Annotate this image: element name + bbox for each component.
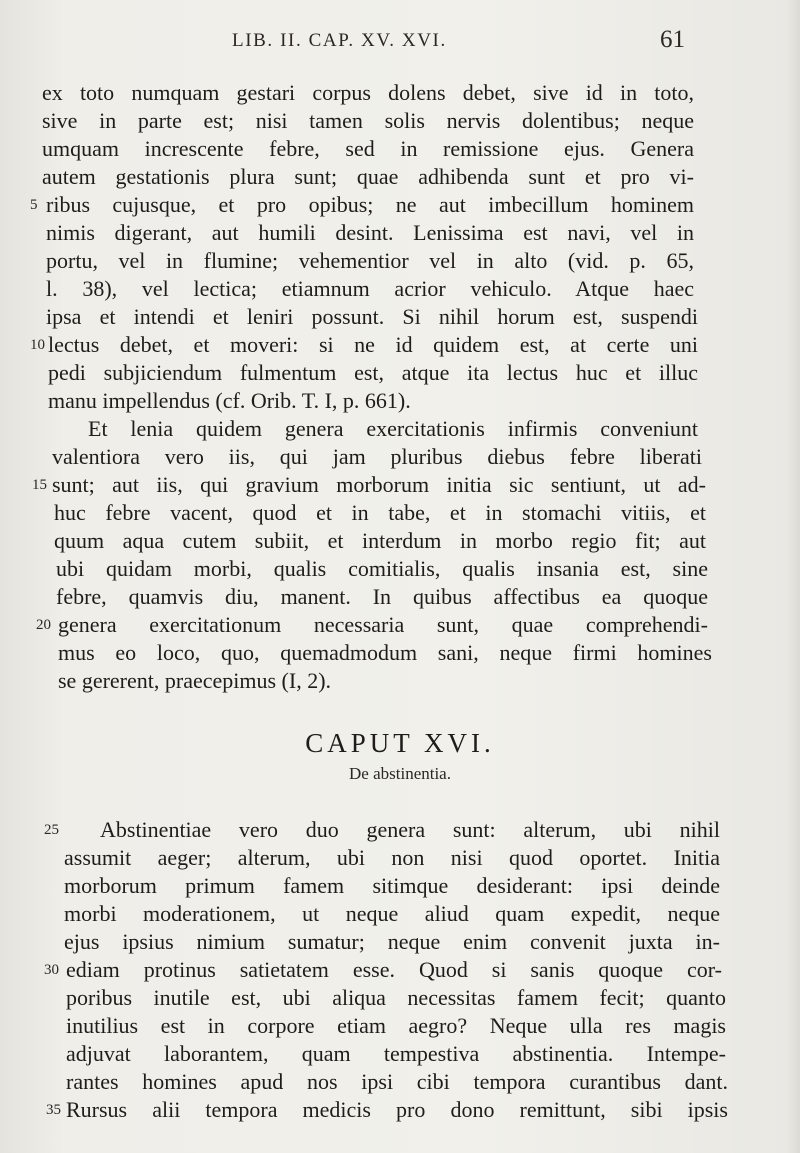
text-line: autem gestationis plura sunt; quae adhibenda sunt et pro vi- <box>42 164 694 189</box>
text-line: ipsa et intendi et leniri possunt. Si nihil horum est, suspendi <box>46 304 698 329</box>
text-line: huc febre vacent, quod et in tabe, et in stomachi vitiis, et <box>54 500 706 525</box>
line-number: 15 <box>32 477 47 493</box>
text-line: pedi subjiciendum fulmentum est, atque ita lectus huc et illuc <box>48 360 698 385</box>
text-line: febre, quamvis diu, manent. In quibus affectibus ea quoque <box>56 584 708 609</box>
text-line: genera exercitationum necessaria sunt, quae comprehendi- <box>58 612 708 637</box>
text-line: valentiora vero iis, qui jam pluribus diebus febre liberati <box>52 444 702 469</box>
chapter-subtitle: De abstinentia. <box>349 764 451 783</box>
text-line: portu, vel in flumine; vehementior vel in alto (vid. p. 65, <box>46 248 694 273</box>
text-line: Et lenia quidem genera exercitationis infirmis conveniunt <box>88 416 698 441</box>
page-number: 61 <box>660 26 685 53</box>
text-line: nimis digerant, aut humili desint. Lenissima est navi, vel in <box>46 220 694 245</box>
text-line: Abstinentiae vero duo genera sunt: alterum, ubi nihil <box>100 817 720 842</box>
line-number: 20 <box>36 617 51 633</box>
running-head <box>0 26 800 54</box>
text-line: inutilius est in corpore etiam aegro? Neque ulla res magis <box>66 1013 726 1038</box>
line-number: 30 <box>44 962 59 978</box>
text-line: adjuvat laborantem, quam tempestiva abstinentia. Intempe- <box>66 1041 726 1066</box>
text-line: umquam increscente febre, sed in remissione ejus. Genera <box>42 136 694 161</box>
text-line: lectus debet, et moveri: si ne id quidem est, at certe uni <box>48 332 698 357</box>
text-line: rantes homines apud nos ipsi cibi tempora curantibus dant. <box>66 1069 728 1094</box>
text-line: se gererent, praecepimus (I, 2). <box>58 668 332 693</box>
line-number: 25 <box>44 822 59 838</box>
line-number: 10 <box>30 337 45 353</box>
text-line: ejus ipsius nimium sumatur; neque enim convenit juxta in- <box>64 929 720 954</box>
text-line: sive in parte est; nisi tamen solis nervis dolentibus; neque <box>42 108 694 133</box>
text-line: l. 38), vel lectica; etiamnum acrior vehiculo. Atque haec <box>46 276 694 301</box>
text-line: mus eo loco, quo, quemadmodum sani, neque firmi homines <box>58 640 712 665</box>
text-line: manu impellendus (cf. Orib. T. I, p. 661). <box>48 388 411 413</box>
text-line: sunt; aut iis, qui gravium morborum initia sic sentiunt, ut ad- <box>52 472 706 497</box>
chapter-heading: CAPUT XVI. <box>305 728 495 758</box>
page-edge <box>786 0 800 1153</box>
text-line: quum aqua cutem subiit, et interdum in morbo regio fit; aut <box>54 528 706 553</box>
line-number: 35 <box>46 1102 61 1118</box>
text-line: assumit aeger; alterum, ubi non nisi quod oportet. Initia <box>64 845 720 870</box>
running-title: LIB. II. CAP. XV. XVI. <box>232 30 447 51</box>
text-line: ediam protinus satietatem esse. Quod si sanis quoque cor- <box>66 957 722 982</box>
text-line: ex toto numquam gestari corpus dolens debet, sive id in toto, <box>42 80 694 105</box>
text-line: morborum primum famem sitimque desiderant: ipsi deinde <box>64 873 720 898</box>
line-number: 5 <box>30 197 38 213</box>
text-line: Rursus alii tempora medicis pro dono remittunt, sibi ipsis <box>66 1097 728 1122</box>
text-line: ribus cujusque, et pro opibus; ne aut imbecillum hominem <box>46 192 694 217</box>
text-line: ubi quidam morbi, qualis comitialis, qualis insania est, sine <box>56 556 708 581</box>
text-line: morbi moderationem, ut neque aliud quam expedit, neque <box>64 901 720 926</box>
text-line: poribus inutile est, ubi aliqua necessitas famem fecit; quanto <box>66 985 726 1010</box>
